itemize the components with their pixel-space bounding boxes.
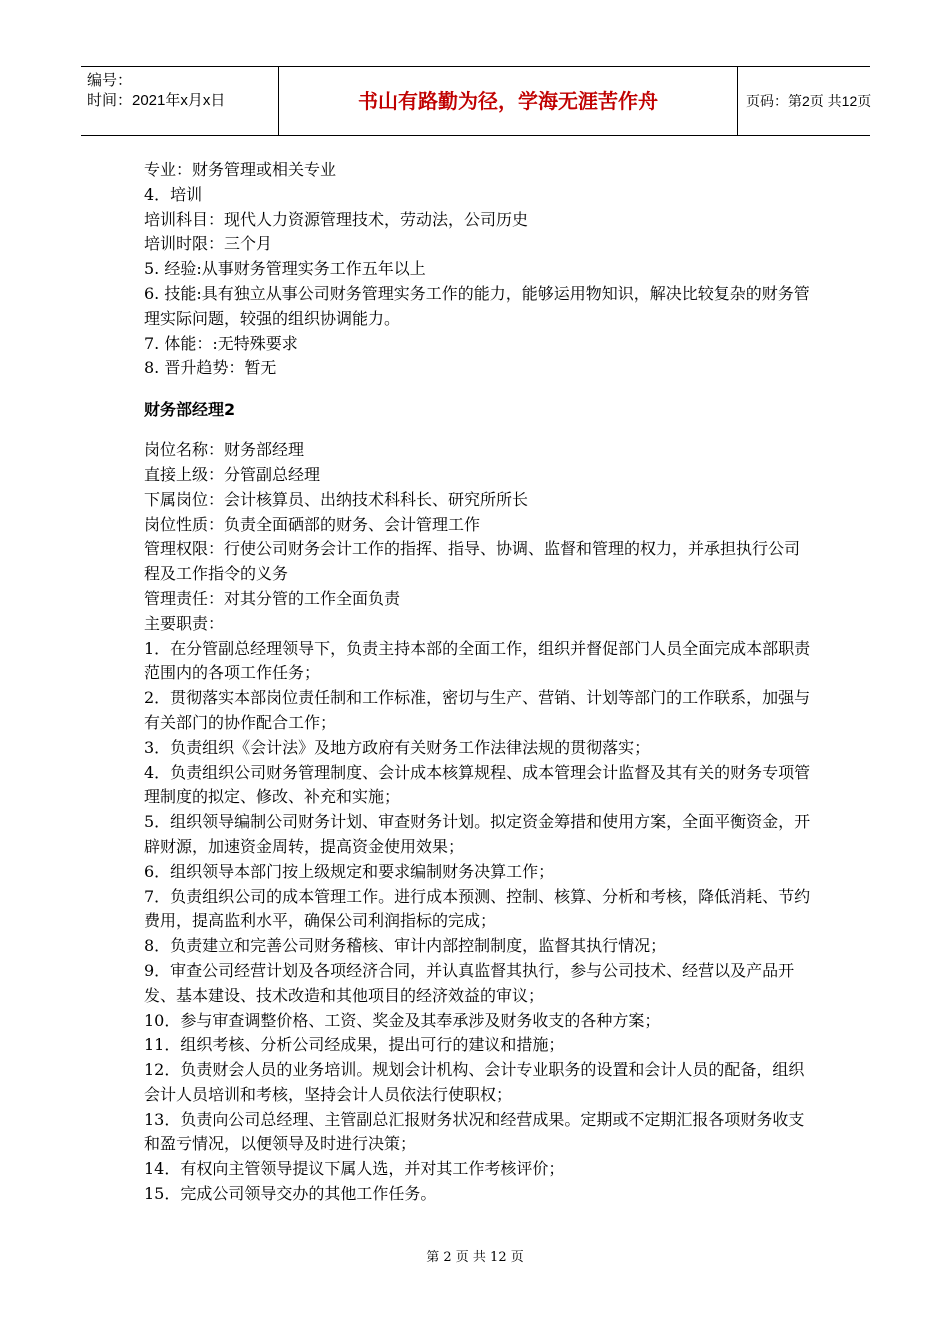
- number-label: 编号：: [87, 72, 133, 89]
- section-title: 财务部经理2: [144, 400, 236, 420]
- paragraph: 主要职责：: [144, 613, 225, 633]
- duty-item: 3．负责组织《会计法》及地方政府有关财务工作法律法规的贯彻落实；: [144, 737, 651, 757]
- header-meta: [81, 67, 279, 135]
- header-motto: 书山有路勤为径，学海无涯苦作舟: [279, 67, 738, 135]
- paragraph: 8. 晋升趋势：暂无: [144, 358, 277, 378]
- paragraph: 岗位名称：财务部经理: [144, 440, 305, 460]
- paragraph: 直接上级：分管副总经理: [144, 464, 321, 484]
- duty-item: 8．负责建立和完善公司财务稽核、审计内部控制制度，监督其执行情况；: [144, 936, 667, 956]
- time-label: 时间：2021年x月x日: [87, 92, 226, 109]
- duty-item: 2．贯彻落实本部岗位责任制和工作标准，密切与生产、营销、计划等部门的工作联系，加强与有关部门的协作配合工作；: [144, 688, 811, 732]
- paragraph: 专业：财务管理或相关专业: [144, 160, 337, 179]
- paragraph: 管理权限：行使公司财务会计工作的指挥、指导、协调、监督和管理的权力，并承担执行公司程及工作指令的义务: [144, 539, 801, 584]
- paragraph: 4．培训: [144, 184, 203, 204]
- document-body: [144, 158, 812, 1207]
- duty-item: 1．在分管副总经理领导下，负责主持本部的全面工作，组织并督促部门人员全面完成本部职责范围内的各项工作任务；: [144, 638, 811, 683]
- duty-item: 10．参与审查调整价格、工资、奖金及其奉承涉及财务收支的各种方案；: [144, 1010, 661, 1030]
- paragraph: 培训时限：三个月: [144, 234, 273, 254]
- paragraph: 6. 技能:具有独立从事公司财务管理实务工作的能力，能够运用物知识，解决比较复杂的财务管理实际问题，较强的组织协调能力。: [144, 283, 810, 328]
- paragraph: 培训科目：现代人力资源管理技术，劳动法，公司历史: [144, 209, 529, 229]
- paragraph: 5. 经验:从事财务管理实务工作五年以上: [144, 259, 426, 279]
- job-description: [144, 438, 812, 1207]
- paragraph: 岗位性质：负责全面硒部的财务、会计管理工作: [144, 514, 481, 534]
- duty-item: 13．负责向公司总经理、主管副总汇报财务状况和经营成果。定期或不定期汇报各项财务收支和盈亏情况，以便领导及时进行决策；: [144, 1109, 805, 1154]
- duty-item: 14．有权向主管领导提议下属人选，并对其工作考核评价；: [144, 1159, 565, 1179]
- duty-item: 15．完成公司领导交办的其他工作任务。: [144, 1184, 437, 1204]
- header-page-info: 页码：第2页 共12页: [746, 93, 872, 109]
- duty-item: 12．负责财会人员的业务培训。规划会计机构、会计专业职务的设置和会计人员的配备，组织会计人员培训和考核，坚持会计人员依法行使职权；: [144, 1060, 805, 1104]
- duty-item: 5．组织领导编制公司财务计划、审查财务计划。拟定资金筹措和使用方案，全面平衡资金，开辟财源，加速资金周转，提高资金使用效果；: [144, 812, 811, 856]
- page-header: [81, 66, 870, 136]
- paragraph: 7. 体能：:无特殊要求: [144, 333, 298, 353]
- duty-item: 7．负责组织公司的成本管理工作。进行成本预测、控制、核算、分析和考核，降低消耗、节约费用，提高监利水平，确保公司利润指标的完成；: [144, 886, 811, 931]
- duty-item: 6．组织领导本部门按上级规定和要求编制财务决算工作；: [144, 861, 555, 881]
- page-footer: 第 2 页 共 12 页: [426, 1250, 524, 1265]
- duty-item: 9．审查公司经营计划及各项经济合同，并认真监督其执行，参与公司技术、经营以及产品开发、基本建设、技术改造和其他项目的经济效益的审议；: [144, 960, 795, 1005]
- paragraph: 管理责任：对其分管的工作全面负责: [144, 588, 401, 608]
- duty-item: 4．负责组织公司财务管理制度、会计成本核算规程、成本管理会计监督及其有关的财务专项管理制度的拟定、修改、补充和实施；: [144, 762, 811, 807]
- paragraph: 下属岗位：会计核算员、出纳技术科科长、研究所所长: [144, 489, 529, 509]
- top-section: [144, 158, 812, 381]
- duty-item: 11．组织考核、分析公司经成果，提出可行的建议和措施；: [144, 1035, 565, 1055]
